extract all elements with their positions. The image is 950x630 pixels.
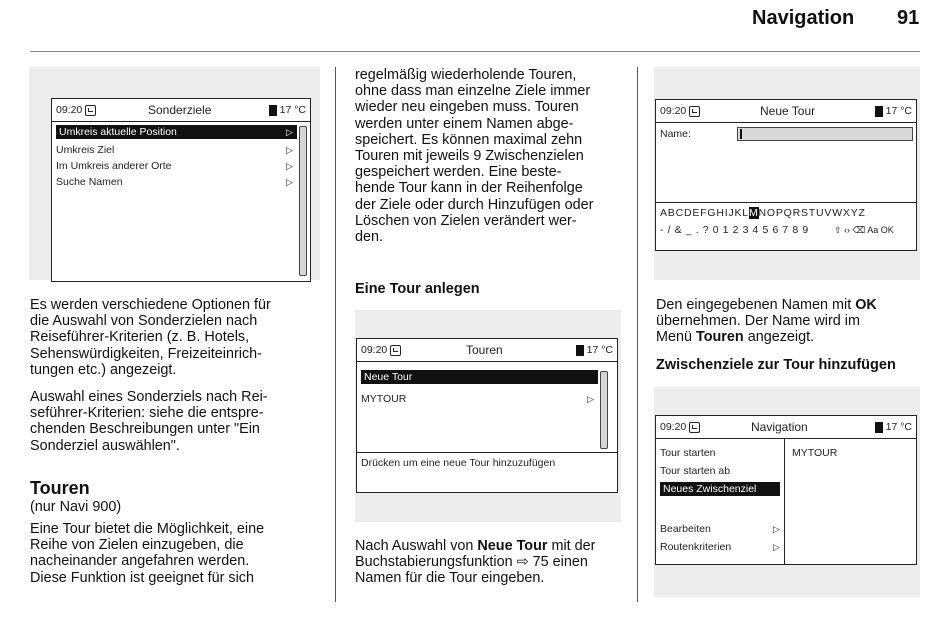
thermometer-icon (576, 345, 584, 356)
status-bar (656, 416, 916, 439)
status-bar (357, 339, 617, 362)
screenshot-sonderziele (29, 67, 320, 280)
divider (656, 202, 916, 203)
menu-item[interactable]: Neue Tour (361, 370, 598, 384)
paragraph: Eine Tour bietet die Möglichkeit, eine Reihe von Zielen einzugeben, die nacheinander angefahren werden. Diese Funktion ist geeignet für sich (30, 521, 265, 586)
speller-function-keys[interactable]: ⇧ ‹› ⌫ Aa OK (834, 225, 894, 235)
clock-icon (390, 345, 401, 356)
temperature: 17 °C (885, 421, 912, 433)
clock-time: 09:20 (660, 105, 687, 117)
clock-time: 09:20 (56, 104, 83, 116)
clock-icon (689, 422, 700, 433)
menu-item[interactable]: Umkreis Ziel (56, 144, 115, 156)
scrollbar[interactable] (299, 126, 307, 276)
paragraph: Es werden verschiedene Optionen für die Auswahl von Sonderzielen nach Reiseführer-Kriterien (z. B. Hotels, Sehenswürdigkeiten, Freizeiteinrich- tungen etc.) angezeigt. (30, 297, 271, 378)
paragraph: Auswahl eines Sonderziels nach Rei- seführer-Kriterien: siehe die entspre- chenden Beschreibungen unter "Ein Sonderziel auswählen". (30, 389, 268, 454)
header-rule (30, 51, 920, 52)
status-bar (656, 100, 916, 123)
selected-letter[interactable]: M (748, 207, 759, 219)
divider (357, 452, 617, 453)
speller-row-letters[interactable]: ABCDEFGHIJKLMNOPQRSTUVWXYZ (660, 207, 866, 219)
paragraph: Den eingegebenen Namen mit OK übernehmen. Der Name wird im Menü Touren angezeigt. (656, 297, 877, 346)
display-screen (356, 338, 618, 493)
menu-item[interactable]: Neues Zwischenziel (660, 482, 780, 496)
menu-item[interactable]: Tour starten (660, 447, 716, 459)
section-heading: Touren (30, 478, 90, 498)
chevron-right-icon: ▷ (286, 161, 293, 171)
chevron-right-icon: ▷ (286, 127, 293, 137)
subheading: (nur Navi 900) (30, 499, 122, 515)
menu-item[interactable]: Bearbeiten (660, 523, 711, 535)
speller-row-digits[interactable]: - / & _ . ? 0 1 2 3 4 5 6 7 8 9 (660, 224, 809, 236)
menu-item[interactable]: Routenkriterien (660, 541, 732, 553)
paragraph: Nach Auswahl von Neue Tour mit der Buchstabierungsfunktion ⇨ 75 einen Namen für die Tour eingeben. (355, 538, 596, 587)
column-divider (637, 67, 638, 602)
screen-title: Sonderziele (148, 103, 212, 117)
thermometer-icon (269, 105, 277, 116)
screen-title: Navigation (751, 420, 808, 434)
paragraph: regelmäßig wiederholende Touren, ohne dass man einzelne Ziele immer wieder neu eingeben muss. Touren werden unter einem Namen abge- speichert. Es können maximal zehn Touren mit jeweils 9 Zwischenzielen gespeichert werden. Eine beste- hende Tour kann in der Reihenfolge der Ziele oder durch Hinzufügen oder Löschen von Zielen verändert wer- den. (355, 67, 594, 246)
name-label: Name: (660, 128, 691, 140)
display-screen (51, 98, 311, 282)
clock-time: 09:20 (361, 344, 388, 356)
thermometer-icon (875, 422, 883, 433)
status-bar (52, 99, 310, 122)
temperature: 17 °C (279, 104, 306, 116)
menu-item[interactable]: Tour starten ab (660, 465, 731, 477)
hint-text: Drücken um eine neue Tour hinzuzufügen (361, 457, 556, 469)
display-screen (655, 99, 917, 251)
screen-title: Touren (466, 343, 503, 357)
pane-divider (784, 438, 785, 564)
name-input[interactable] (737, 127, 913, 141)
chevron-right-icon: ▷ (286, 177, 293, 187)
temperature: 17 °C (586, 344, 613, 356)
column-divider (335, 67, 336, 602)
chevron-right-icon: ▷ (773, 524, 780, 534)
menu-item[interactable]: Im Umkreis anderer Orte (56, 160, 172, 172)
screen-title: Neue Tour (760, 104, 816, 118)
menu-item[interactable]: MYTOUR (361, 393, 407, 405)
chevron-right-icon: ▷ (286, 145, 293, 155)
scrollbar[interactable] (600, 371, 608, 449)
section-heading: Zwischenziele zur Tour hinzufügen (656, 357, 896, 373)
display-screen (655, 415, 917, 565)
page-number: 91 (897, 7, 920, 29)
clock-icon (689, 106, 700, 117)
chevron-right-icon: ▷ (587, 394, 594, 404)
chevron-right-icon: ▷ (773, 542, 780, 552)
menu-item[interactable]: Umkreis aktuelle Position (56, 125, 297, 139)
thermometer-icon (875, 106, 883, 117)
section-heading: Eine Tour anlegen (355, 281, 480, 297)
text-cursor (740, 129, 742, 139)
temperature: 17 °C (885, 105, 912, 117)
tour-list-item[interactable]: MYTOUR (792, 447, 838, 459)
screenshot-touren (355, 310, 621, 522)
menu-item[interactable]: Suche Namen (56, 176, 123, 188)
page-header-title: Navigation (752, 7, 855, 29)
clock-icon (85, 105, 96, 116)
screenshot-neue-tour (654, 67, 920, 280)
clock-time: 09:20 (660, 421, 687, 433)
screenshot-navigation (654, 387, 920, 597)
